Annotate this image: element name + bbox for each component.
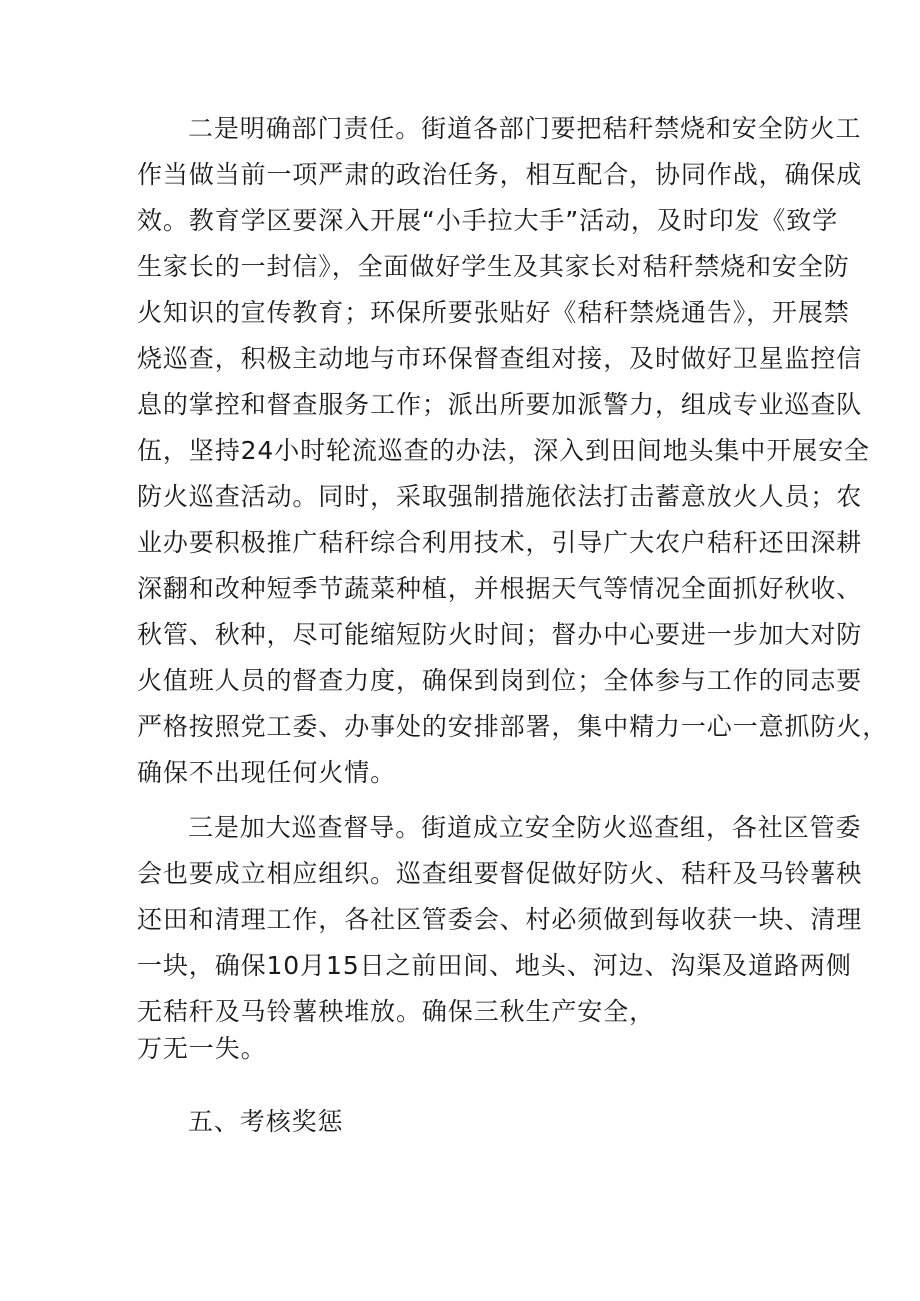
section-heading: 五、考核奖惩 [188, 1107, 344, 1136]
paragraph-2-line-15: 确保不出现任何火情。 [137, 758, 397, 787]
paragraph-3-line-3: 还田和清理工作，各社区管委会、村必须做到每收获一块、清理 [137, 905, 863, 934]
paragraph-3-line-2: 会也要成立相应组织。巡查组要督促做好防火、秸秆及马铃薯秧 [137, 859, 863, 888]
paragraph-2-line-11: 深翻和改种短季节蔬菜种植，并根据天气等情况全面抓好秋收、 [137, 574, 863, 603]
paragraph-2-line-9: 防火巡查活动。同时，采取强制措施依法打击蓄意放火人员；农 [137, 482, 863, 511]
paragraph-3-line-6: 万无一失。 [137, 1034, 267, 1063]
paragraph-3-line-5: 无秸秆及马铃薯秧堆放。确保三秋生产安全， [137, 997, 656, 1026]
paragraph-2-line-7: 息的掌控和督查服务工作；派出所要加派警力，组成专业巡查队 [137, 390, 863, 419]
paragraph-2-line-1: 二是明确部门责任。街道各部门要把秸秆禁烧和安全防火工 [188, 114, 862, 143]
paragraph-2-line-6: 烧巡查，积极主动地与市环保督查组对接，及时做好卫星监控信 [137, 344, 863, 373]
paragraph-3-line-4: 一块，确保10月15日之前田间、地头、河边、沟渠及道路两侧 [137, 951, 852, 980]
paragraph-2-line-3: 效。教育学区要深入开展“小手拉大手”活动，及时印发《致学 [137, 206, 839, 235]
paragraph-2-line-5: 火知识的宣传教育；环保所要张贴好《秸秆禁烧通告》，开展禁 [137, 298, 850, 327]
paragraph-2-line-12: 秋管、秋种，尽可能缩短防火时间；督办中心要进一步加大对防 [137, 620, 863, 649]
paragraph-2-line-4: 生家长的一封信》，全面做好学生及其家长对秸秆禁烧和安全防 [137, 252, 850, 281]
paragraph-3-line-1: 三是加大巡查督导。街道成立安全防火巡查组，各社区管委 [188, 813, 862, 842]
paragraph-2-line-13: 火值班人员的督查力度，确保到岗到位；全体参与工作的同志要 [137, 666, 863, 695]
paragraph-2-line-8: 伍，坚持24小时轮流巡查的办法，深入到田间地头集中开展安全 [137, 436, 870, 465]
paragraph-2-line-14: 严格按照党工委、办事处的安排部署，集中精力一心一意抓防火， [137, 712, 889, 741]
paragraph-2-line-2: 作当做当前一项严肃的政治任务，相互配合，协同作战，确保成 [137, 160, 863, 189]
paragraph-2-line-10: 业办要积极推广秸秆综合利用技术，引导广大农户秸秆还田深耕 [137, 528, 863, 557]
